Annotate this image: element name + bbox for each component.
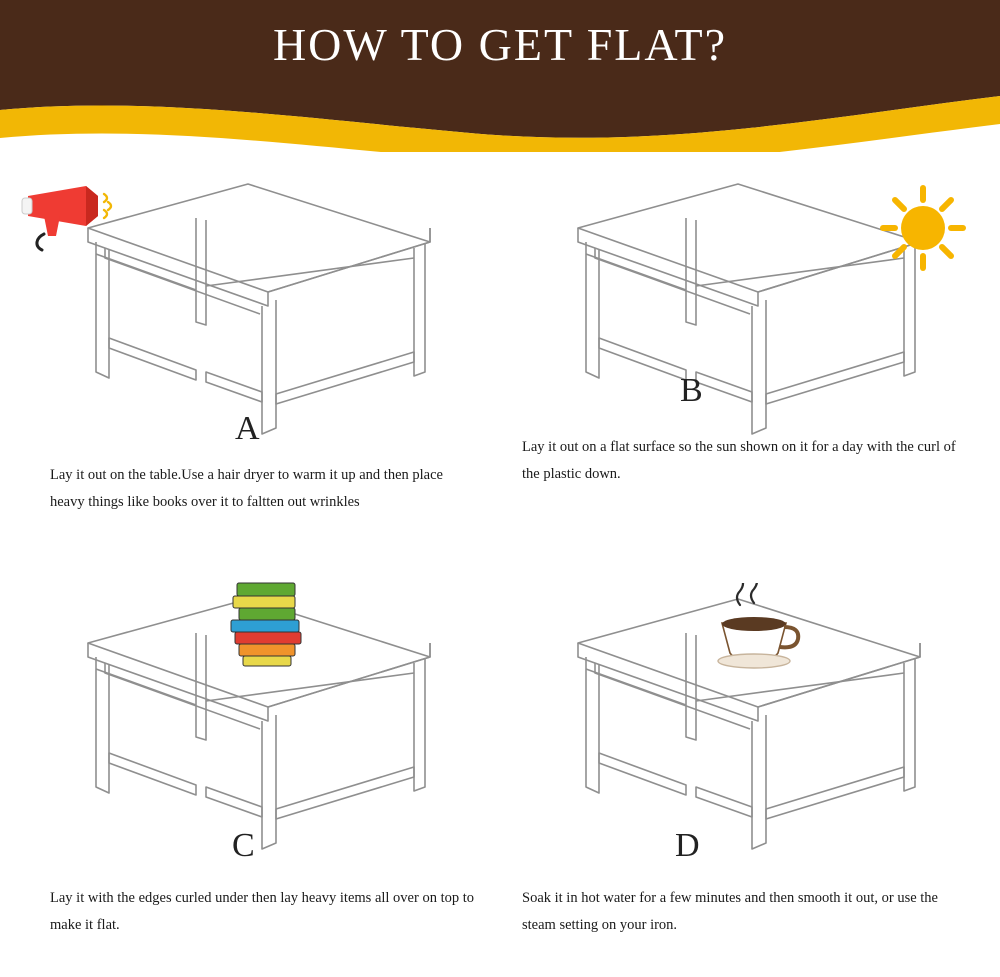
panel-caption-c: Lay it with the edges curled under then lay heavy items all over on top to make it flat. [50,890,475,933]
stack-of-books-icon [215,565,325,675]
coffee-cup-icon [700,583,810,673]
panel-b [500,162,980,562]
panel-c [10,577,490,977]
panel-d [500,577,980,977]
panel-grid [0,152,1000,974]
panel-letter-d: D [675,827,700,864]
panel-letter-a: A [235,410,260,447]
panel-caption-b: Lay it out on a flat surface so the sun shown on it for a day with the curl of the plastic down. [522,439,956,482]
hair-dryer-icon [20,172,140,262]
panel-letter-c: C [232,827,255,864]
panel-caption-d: Soak it in hot water for a few minutes and then smooth it out, or use the steam setting on your iron. [522,890,938,933]
sun-icon [868,172,978,282]
header-banner [0,0,1000,152]
page-title: HOW TO GET FLAT? [272,19,728,70]
panel-a [10,162,490,562]
panel-letter-b: B [680,372,703,409]
panel-caption-a: Lay it out on the table.Use a hair dryer to warm it up and then place heavy things like books over it to faltten out wrinkles [50,467,443,510]
